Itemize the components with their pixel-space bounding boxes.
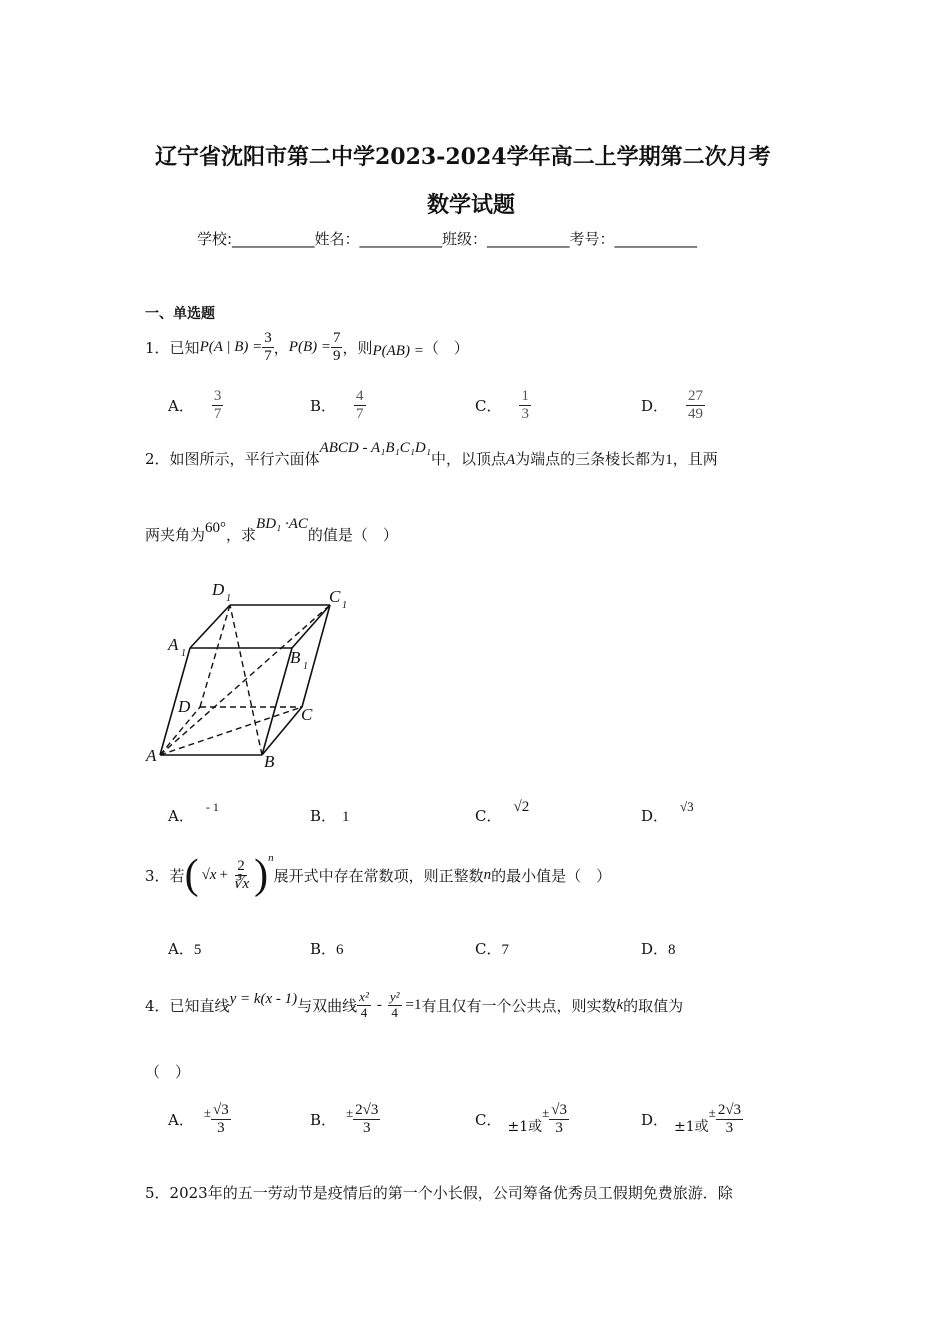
question-4 — [145, 975, 683, 1035]
figure-label-c1-sub: 1 — [342, 600, 347, 611]
question-number: 2． — [145, 450, 170, 468]
math-variable: k — [616, 996, 624, 1013]
math-variable: n — [483, 866, 492, 883]
q4-option-b[interactable]: B． ± $\frac{2√3}{3}$ — [310, 1102, 379, 1136]
math-operator: + — [219, 866, 228, 883]
page-title-line1: 辽宁省沈阳市第二中学2023-2024学年高二上学期第二次月考 — [155, 144, 771, 170]
figure-label-a1: A — [168, 635, 179, 654]
question-number: 3． — [145, 866, 170, 885]
parallelepiped-figure — [140, 575, 360, 775]
q2-option-d[interactable]: D．√3 — [641, 799, 694, 825]
q4-option-c[interactable]: C． ±1或 ± $\frac{√3}{3}$ — [475, 1102, 567, 1136]
section-heading: 一、单选题 — [145, 306, 215, 322]
math-expression: y = k(x - 1) — [229, 990, 298, 1007]
figure-label-b1: B — [290, 648, 301, 667]
q1-option-b[interactable]: B． $\frac{4}{7}$ — [310, 388, 364, 422]
math-fraction: $\frac{\text{y²}}{4}$ — [389, 989, 400, 1020]
question-text: 为端点的三条棱长都为 — [515, 450, 666, 468]
question-2 — [145, 440, 718, 469]
math-expression: ABCD - A₁B₁C₁D₁ — [319, 440, 431, 456]
figure-label-a1-sub: 1 — [181, 648, 186, 659]
math-paren-left: ( — [184, 852, 199, 898]
math-number: 1 — [665, 452, 673, 468]
answer-blank: （ ） — [423, 338, 469, 357]
question-text: 展开式中存在常数项，则正整数 — [273, 866, 484, 885]
question-text: ，求 — [226, 526, 257, 544]
q3-option-c[interactable]: C．7 — [475, 940, 509, 958]
q3-option-a[interactable]: A．5 — [168, 940, 202, 958]
math-expression: P(B) = — [288, 338, 331, 355]
q4-option-a[interactable]: A． ± $\frac{√3}{3}$ — [168, 1102, 229, 1136]
q2-option-b[interactable]: B． 1 — [310, 807, 350, 825]
figure-label-a: A — [146, 746, 157, 765]
q4-option-d[interactable]: D． ±1或 ± $\frac{2√3}{3}$ — [641, 1102, 742, 1136]
question-1 — [145, 330, 469, 364]
question-5 — [145, 1182, 733, 1203]
math-exponent: n — [268, 852, 274, 864]
q1-option-c[interactable]: C． $\frac{1}{3}$ — [475, 388, 529, 422]
q1-option-a[interactable]: A． $\frac{3}{7}$ — [168, 388, 222, 422]
q3-option-b[interactable]: B．6 — [310, 940, 344, 958]
figure-label-d: D — [178, 697, 191, 716]
question-text: 已知直线 — [169, 996, 230, 1015]
question-text: 的取值为 — [623, 996, 684, 1015]
math-angle: 60° — [205, 520, 227, 536]
question-text: 如图所示，平行六面体 — [169, 450, 320, 468]
math-expression: BD₁ ·AC — [256, 516, 308, 532]
math-fraction: $\frac{2}{∛x}$ — [232, 858, 250, 892]
figure-label-b: B — [264, 752, 275, 771]
math-equals: =1 — [405, 996, 422, 1013]
student-info-line: 学校:___________姓名：___________班级：___________考号：___________ — [197, 230, 698, 248]
question-text: 两夹角为 — [145, 526, 206, 544]
question-text: 若 — [169, 866, 185, 885]
page-title-line2: 数学试题 — [427, 192, 516, 218]
question-text: 有且仅有一个公共点，则实数 — [421, 996, 617, 1015]
question-text: ，且两 — [672, 450, 718, 468]
math-fraction: $\frac{7}{9}$ — [332, 330, 341, 364]
figure-label-d1-sub: 1 — [226, 593, 231, 604]
math-expression: P(A | B) = — [199, 338, 263, 355]
question-text: 的最小值是（ ） — [491, 866, 612, 885]
question-text: 2023年的五一劳动节是疫情后的第一个小长假，公司筹备优秀员工假期免费旅游．除 — [169, 1184, 733, 1202]
q3-option-d[interactable]: D．8 — [641, 940, 676, 958]
answer-blank: （ ） — [145, 1063, 191, 1081]
figure-label-b1-sub: 1 — [303, 661, 308, 672]
math-expression: P(AB) = — [372, 342, 424, 359]
question-text: ， — [273, 338, 289, 357]
math-fraction: $\frac{3}{7}$ — [264, 330, 272, 364]
question-number: 5． — [145, 1184, 170, 1202]
question-text: 中，以顶点 — [430, 450, 506, 468]
figure-label-c: C — [301, 705, 313, 724]
question-text: ，则 — [342, 338, 373, 357]
question-2-line2 — [145, 516, 398, 545]
math-variable: A — [506, 452, 516, 468]
question-3 — [145, 850, 611, 900]
question-number: 4． — [145, 996, 170, 1015]
math-sqrt: √x — [201, 866, 217, 883]
question-text: 已知 — [169, 338, 200, 357]
question-text: 与双曲线 — [297, 996, 358, 1015]
math-paren-right: ) — [254, 852, 269, 898]
question-number: 1． — [145, 338, 170, 357]
figure-label-c1: C — [329, 587, 341, 606]
figure-label-d1: D — [212, 580, 225, 599]
question-text: 的值是（ ） — [307, 526, 398, 544]
q2-option-a[interactable]: A． $^{- 1}$ — [168, 800, 219, 825]
math-operator: - — [376, 996, 382, 1013]
math-fraction: $\frac{\text{x²}}{4}$ — [359, 989, 369, 1020]
q1-option-d[interactable]: D． $\frac{27}{49}$ — [641, 388, 704, 422]
q2-option-c[interactable]: C． √2 — [475, 799, 530, 825]
